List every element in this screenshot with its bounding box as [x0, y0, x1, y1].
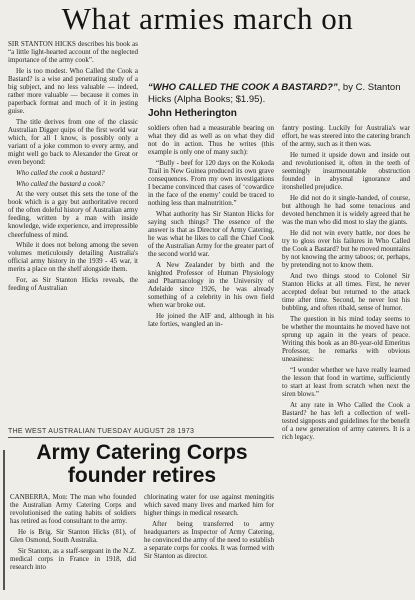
review-author: John Hetherington [148, 108, 237, 119]
paragraph: He is Brig. Sir Stanton Hicks (81), of Glen Osmond, South Australia. [10, 527, 136, 544]
divider [8, 437, 274, 438]
review-column-1 [8, 40, 138, 424]
paragraph: He did not do it single-handed, of course, but although he had some tenacious and devoted henchmen it is widely agreed that he was the man who did most to slay the giants. [282, 193, 410, 227]
paragraph: “I wonder whether we have really learned the lesson that food in wartime, sufficiently to start at least from scratch when next the siren blows.” [282, 365, 410, 398]
paragraph: And two things stood to Colonel Sir Stanton Hicks at all times. First, he never accepted defeat but returned to the attack time after time. Second, he never lost his bubbling, and often ribald, sense of humor. [282, 271, 410, 312]
review-heading [148, 82, 410, 106]
main-headline: What armies march on [61, 1, 354, 36]
paragraph: For, as Sir Stanton Hicks reveals, the feeding of Australian [8, 276, 138, 293]
review-column-2 [148, 124, 274, 424]
paragraph: After being transferred to army headquarters as Inspector of Army Catering, he convinced the army of the need to establish a separate corps for cooks. It was formed with Sir Stanton as director. [144, 519, 274, 561]
paragraph: He joined the AIF and, although in his late forties, wangled an in- [148, 312, 274, 329]
paragraph: CANBERRA, Mon: The man who founded the Australian Army Catering Corps and revolutionised the eating habits of soldiers has retired as food consultant to the army. [10, 493, 136, 526]
paragraph: The question in his mind today seems to be whether the mountains he moved have not sprung up again in the years of peace. Writing this book as an 80-year-old Emeritus Professor, he remarks with obvious uneasiness: [282, 314, 410, 364]
paragraph: The title derives from one of the classic Australian Digger quips of the first world war which, for all I know, is possibly only a variant of a joke common to every army, and might well go back to Alexander the Great or even beyond: [8, 117, 138, 167]
paragraph: Sir Stanton, as a staff-sergeant in the N.Z. medical corps in France in 1918, did research into [10, 546, 136, 571]
paragraph: chlorinating water for use against meningitis which saved many lives and marked him for higher things in medical research. [144, 493, 274, 518]
news-column-2 [144, 493, 274, 598]
news-column-1 [10, 493, 136, 598]
book-title: “WHO CALLED THE COOK A BASTARD?” [148, 82, 338, 93]
paragraph: He is too modest. Who Called the Cook a Bastard? is a wise and penetrating study of a big subject, and no less valuable — indeed, rather more valuable — because it comes in paperback format and much of it in jesting guise. [8, 66, 138, 116]
paragraph: At the very outset this sets the tone of the book which is a gay but authoritative record of the often doleful history of Australian army feeding, written by a man with inside knowledge, wide experience, and irrepressible cheerfulness of mind. [8, 190, 138, 239]
margin-mark [3, 450, 5, 590]
paragraph: He turned it upside down and inside out and revolutionised it, often in the teeth of seemingly insurmountable obstruction founded in abysmal ignorance and ironshelled prejudice. [282, 150, 410, 192]
paragraph: While it does not belong among the seven volumes meticulously detailing Australia's official army history in the 1939 - 45 war, it merits a place on the shelf alongside them. [8, 241, 138, 274]
review-column-3 [282, 124, 410, 592]
headline-line: founder retires [67, 464, 217, 487]
dateline: THE WEST AUSTRALIAN TUESDAY AUGUST 28 1973 [8, 428, 195, 435]
paragraph: What authority has Sir Stanton Hicks for saying such things? The essence of the answer is that as Director of Army Catering, he was what he likes to call the Chief Cook of the Australian Army for the greater part of the second world war. [148, 209, 274, 259]
paragraph: A New Zealander by birth and the knighted Professor of Human Physiology and Pharmacology in the University of Adelaide since 1926, he was already something of a celebrity in his own field when war broke out. [148, 261, 274, 310]
headline-line: Army Catering Corps [36, 441, 248, 464]
paragraph: fantry posting. Luckily for Australia's war effort, he was steered into the catering branch of the army, such as it then was. [282, 124, 410, 149]
second-headline [12, 441, 272, 487]
paragraph: SIR STANTON HICKS describes his book as “a little light-hearted account of the neglected importance of the army cook”. [8, 40, 138, 65]
paragraph: soldiers often had a measurable bearing on what they did as well as on what they did not do in action. Thus he writes (this example is only one of many such): [148, 124, 274, 157]
paragraph: At any rate in Who Called the Cook a Bastard? he has left a collection of well-tested signposts and guidelines for the benefit of a new generation of army caterers. It is a rich legacy. [282, 400, 410, 441]
paragraph: “Bully - beef for 120 days on the Kokoda Trail in New Guinea produced its own grave consequences. From my own investigations I became convinced that cases of ‘cowardice in the face of the enemy’ could be traced to nothing less than malnutrition.” [148, 158, 274, 208]
book-byline: , by C. Stanton Hicks (Alpha Books; $1.95). [148, 82, 401, 105]
quote-line: Who called the cook a bastard? [16, 168, 105, 177]
paragraph: He did not win every battle, nor does he try to gloss over his failures in Who Called the Cook a Bastard? but he moved mountains by not knowing the army taboos; or, perhaps, by pretending not to know them. [282, 228, 410, 269]
quote-line: Who called the bastard a cook? [16, 179, 105, 188]
